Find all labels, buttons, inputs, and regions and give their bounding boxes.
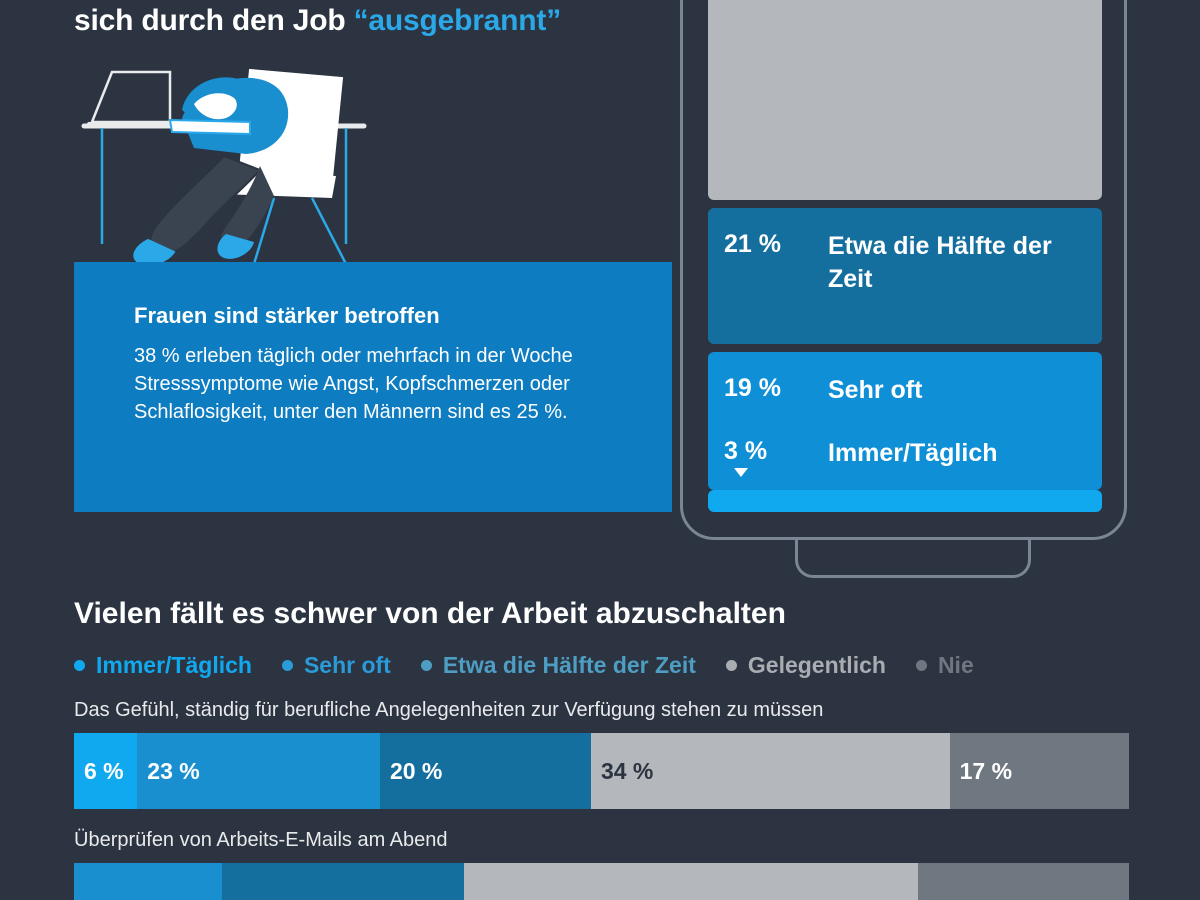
- bar-seg-never: 17 %: [950, 733, 1129, 809]
- legend-item-very-often: [282, 652, 391, 679]
- bar-seg-always: 6 %: [74, 733, 137, 809]
- device-segment-grey: [708, 0, 1102, 200]
- legend-dot-icon: [421, 660, 432, 671]
- bottom-section: [74, 594, 1134, 900]
- caret-down-icon: [734, 468, 748, 477]
- top-headline-accent: “ausgebrannt”: [353, 4, 562, 37]
- stacked-bar-availability: [74, 733, 1129, 809]
- device-segment-half-time: [708, 208, 1102, 344]
- legend-label-never: Nie: [937, 652, 974, 678]
- card-text: 38 % erleben täglich oder mehrfach in der Woche Stresssymptome wie Angst, Kopfschmerzen oder Schlaflosigkeit, unter den Männern sind es 25 %.: [134, 345, 573, 423]
- segment-value-always: 3 %: [724, 437, 768, 465]
- device-segment-often: [708, 352, 1102, 490]
- bar-seg-always: [74, 863, 222, 900]
- legend-label-half-time: Etwa die Hälfte der Zeit: [442, 652, 696, 678]
- legend-dot-icon: [74, 660, 85, 671]
- legend-dot-icon: [282, 660, 293, 671]
- legend-label-very-often: Sehr oft: [303, 652, 391, 678]
- segment-label-half: Etwa die Hälfte der Zeit: [828, 232, 1052, 293]
- legend-label-always: Immer/Täglich: [96, 652, 252, 678]
- top-headline: [74, 0, 672, 40]
- legend-dot-icon: [916, 660, 927, 671]
- segment-label-often: Sehr oft: [828, 376, 923, 404]
- segment-value-often: 19 %: [724, 374, 781, 402]
- bar-seg-very-often: 23 %: [137, 733, 380, 809]
- device-stand: [795, 538, 1031, 578]
- bar-seg-very-often: [222, 863, 465, 900]
- segment-value-half: 21 %: [724, 230, 781, 258]
- legend-item-half-time: [421, 652, 696, 679]
- legend-label-occasionally: Gelegentlich: [747, 652, 886, 678]
- bar-seg-half-time: 20 %: [380, 733, 591, 809]
- legend-item-never: [916, 652, 974, 679]
- bar-seg-never: [918, 863, 1129, 900]
- bar-label-availability: Das Gefühl, ständig für berufliche Angelegenheiten zur Verfügung stehen zu müssen: [74, 699, 824, 721]
- bar-seg-half-time: [464, 863, 622, 900]
- legend-dot-icon: [726, 660, 737, 671]
- bottom-headline: Vielen fällt es schwer von der Arbeit abzuschalten: [74, 597, 786, 630]
- device-segment-bright: [708, 490, 1102, 512]
- legend-item-occasionally: [726, 652, 886, 679]
- bar-seg-occasionally: 34 %: [591, 733, 950, 809]
- bar-label-emails: Überprüfen von Arbeits-E-Mails am Abend: [74, 829, 448, 851]
- top-left-section: [74, 0, 672, 512]
- device-screen-chart: [708, 0, 1102, 518]
- stacked-bar-emails: [74, 863, 1129, 900]
- segment-label-always: Immer/Täglich: [828, 439, 998, 467]
- top-headline-prefix: sich durch den Job: [74, 4, 354, 37]
- women-affected-card: [74, 262, 672, 512]
- legend-item-always: [74, 652, 252, 679]
- chart-legend: [74, 652, 1134, 679]
- bar-seg-occasionally: [623, 863, 918, 900]
- burnout-illustration: [74, 48, 474, 278]
- card-title: Frauen sind stärker betroffen: [134, 303, 440, 328]
